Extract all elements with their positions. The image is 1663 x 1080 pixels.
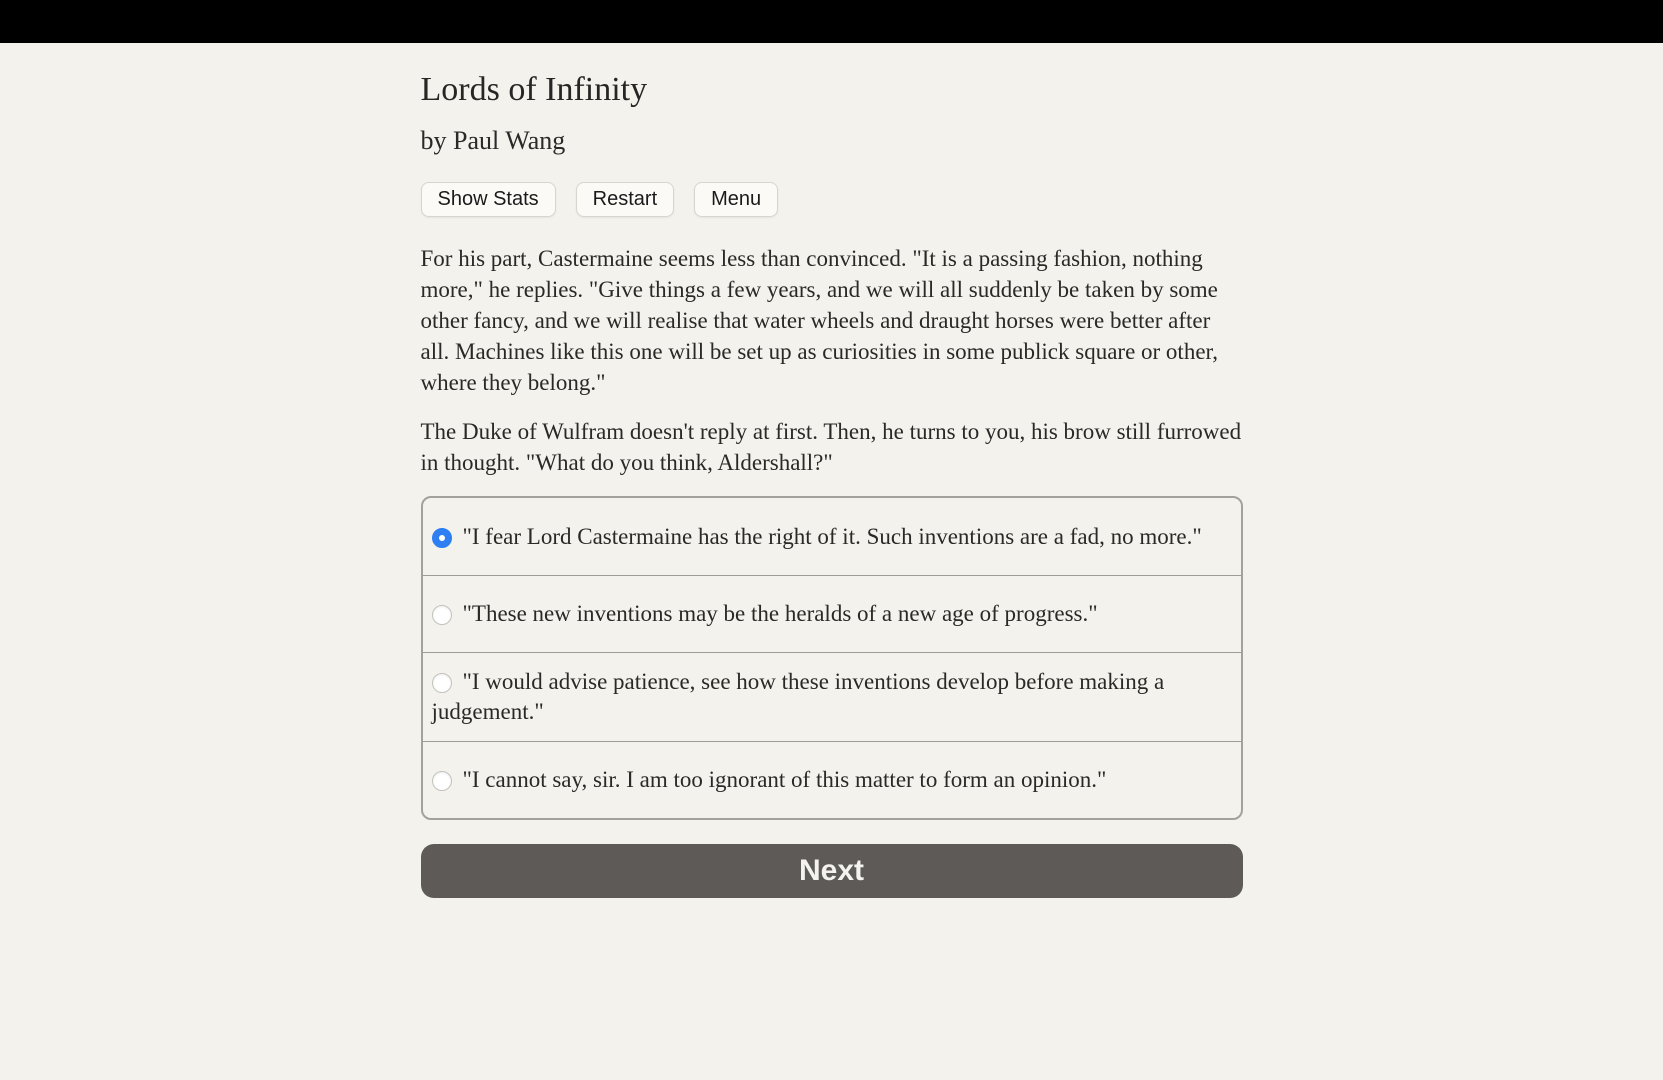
story-text — [421, 243, 1243, 478]
radio-button-icon[interactable] — [432, 528, 452, 548]
window-letterbox-bar — [0, 0, 1663, 43]
story-paragraph: For his part, Castermaine seems less than convinced. "It is a passing fashion, nothing more," he replies. "Give things a few years, and we will all suddenly be taken by some other fancy, and we will realise that water wheels and draught horses were better after all. Machines like this one will be set up as curiosities in some publick square or other, where they belong." — [420, 246, 1219, 395]
choice-option-3[interactable] — [423, 652, 1241, 741]
choice-list — [421, 496, 1243, 820]
menu-button[interactable]: Menu — [694, 182, 778, 217]
restart-button[interactable]: Restart — [576, 182, 674, 217]
choice-option-4[interactable] — [423, 741, 1241, 818]
choice-option-2[interactable] — [423, 575, 1241, 652]
radio-button-icon[interactable] — [432, 771, 452, 791]
radio-button-icon[interactable] — [432, 605, 452, 625]
choice-option-label: "I cannot say, sir. I am too ignorant of this matter to form an opinion." — [462, 767, 1107, 792]
story-paragraph: The Duke of Wulfram doesn't reply at first. Then, he turns to you, his brow still furrowed in thought. "What do you think, Aldershall?" — [420, 419, 1242, 475]
choice-option-label: "I fear Lord Castermaine has the right of it. Such inventions are a fad, no more." — [462, 523, 1202, 549]
toolbar — [421, 182, 1243, 217]
choice-option-label: "These new inventions may be the heralds of a new age of progress." — [462, 601, 1098, 626]
radio-button-icon[interactable] — [432, 673, 452, 693]
page-title: Lords of Infinity — [420, 71, 648, 108]
choice-option-1[interactable] — [423, 498, 1241, 575]
choice-option-label: "I would advise patience, see how these inventions develop before making a judgement." — [431, 669, 1165, 724]
author-byline: by Paul Wang — [420, 126, 566, 155]
next-button[interactable]: Next — [421, 844, 1243, 898]
show-stats-button[interactable]: Show Stats — [421, 182, 556, 217]
game-content — [421, 43, 1243, 898]
